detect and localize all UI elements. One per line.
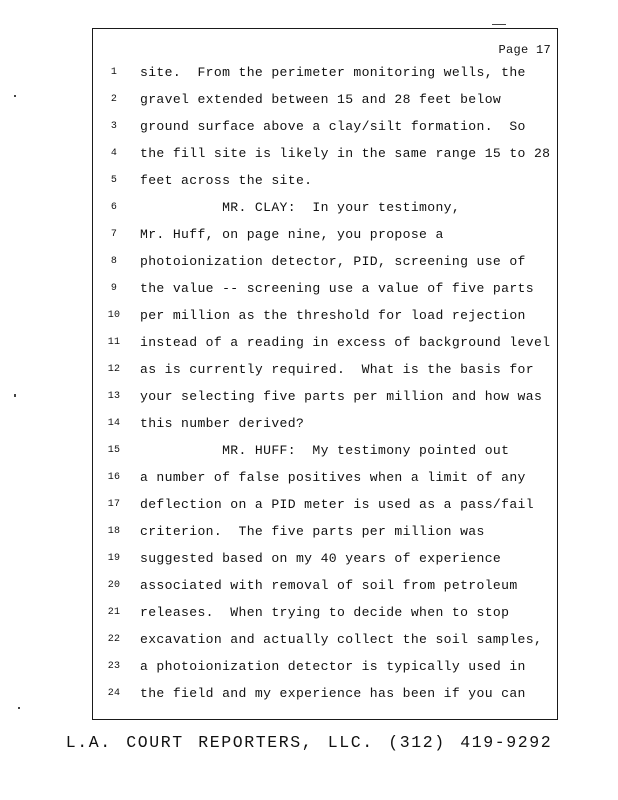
transcript-line: excavation and actually collect the soil samples, [140, 632, 543, 647]
line-number: 14 [107, 418, 121, 429]
transcript-line: releases. When trying to decide when to stop [140, 605, 510, 620]
line-number: 8 [110, 256, 118, 267]
line-number: 12 [107, 364, 121, 375]
transcript-line: deflection on a PID meter is used as a pass/fail [140, 497, 534, 512]
transcript-line: this number derived? [140, 416, 305, 431]
line-number: 23 [107, 661, 121, 672]
transcript-line: the field and my experience has been if you can [140, 686, 526, 701]
line-number: 19 [107, 553, 121, 564]
line-number: 11 [107, 337, 121, 348]
transcript-line: MR. HUFF: My testimony pointed out [140, 443, 510, 458]
scan-speck [18, 707, 20, 709]
transcript-line: as is currently required. What is the basis for [140, 362, 534, 377]
line-number: 21 [107, 607, 121, 618]
line-number: 3 [110, 121, 118, 132]
transcript-line: a number of false positives when a limit of any [140, 470, 526, 485]
scan-speck [14, 394, 16, 397]
transcript-line: Mr. Huff, on page nine, you propose a [140, 227, 444, 242]
transcript-line: a photoionization detector is typically used in [140, 659, 526, 674]
court-reporter-footer: L.A. COURT REPORTERS, LLC. (312) 419-9292 [65, 733, 553, 752]
transcript-line: per million as the threshold for load rejection [140, 308, 526, 323]
line-number: 6 [110, 202, 118, 213]
scan-speck [492, 24, 506, 25]
scan-speck [14, 95, 16, 97]
line-number: 1 [110, 67, 118, 78]
transcript-line: site. From the perimeter monitoring wells, the [140, 65, 526, 80]
transcript-line: criterion. The five parts per million was [140, 524, 485, 539]
transcript-line: gravel extended between 15 and 28 feet below [140, 92, 502, 107]
transcript-line: the value -- screening use a value of five parts [140, 281, 534, 296]
line-number: 18 [107, 526, 121, 537]
page-number: Page 17 [498, 43, 551, 57]
line-number: 5 [110, 175, 118, 186]
transcript-line: ground surface above a clay/silt formation. So [140, 119, 526, 134]
line-number: 13 [107, 391, 121, 402]
line-number: 22 [107, 634, 121, 645]
line-number: 10 [107, 310, 121, 321]
transcript-line: photoionization detector, PID, screening use of [140, 254, 526, 269]
line-number: 17 [107, 499, 121, 510]
line-number: 4 [110, 148, 118, 159]
transcript-line: MR. CLAY: In your testimony, [140, 200, 461, 215]
transcript-page [92, 28, 558, 720]
transcript-line: feet across the site. [140, 173, 313, 188]
line-number: 7 [110, 229, 118, 240]
line-number: 15 [107, 445, 121, 456]
line-number: 16 [107, 472, 121, 483]
transcript-line: the fill site is likely in the same range 15 to 28 [140, 146, 551, 161]
transcript-line: suggested based on my 40 years of experience [140, 551, 502, 566]
line-number: 24 [107, 688, 121, 699]
transcript-line: associated with removal of soil from petroleum [140, 578, 518, 593]
transcript-line: instead of a reading in excess of background level [140, 335, 551, 350]
line-number: 2 [110, 94, 118, 105]
line-number: 20 [107, 580, 121, 591]
transcript-line: your selecting five parts per million and how was [140, 389, 543, 404]
line-number: 9 [110, 283, 118, 294]
